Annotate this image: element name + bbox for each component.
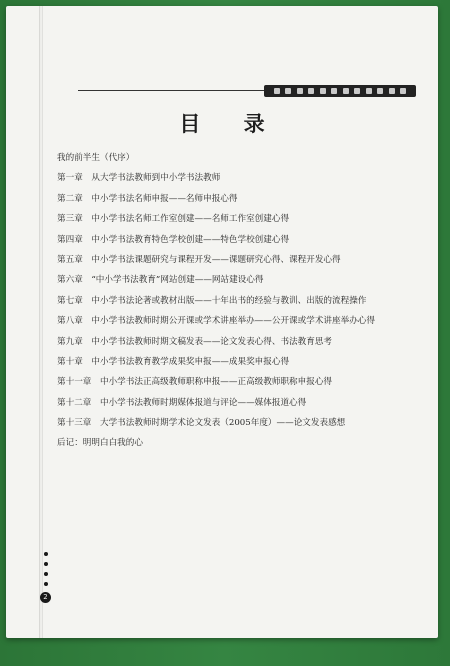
header-square-icon: [377, 88, 383, 94]
margin-dot-icon: [44, 582, 48, 586]
toc-entry: 第十一章 中小学书法正高级教师职称申报——正高级教师职称申报心得: [57, 377, 333, 388]
header-decoration-band: [264, 85, 416, 97]
table-of-contents: [57, 148, 437, 454]
margin-dots: [43, 552, 49, 592]
toc-entry: 第十三章 大学书法教师时期学术论文发表（2005年度）——论文发表感想: [57, 418, 346, 429]
header-square-icon: [343, 88, 349, 94]
header-square-icon: [274, 88, 280, 94]
header-square-icon: [331, 88, 337, 94]
margin-dot-icon: [44, 562, 48, 566]
toc-entry: 第四章 中小学书法教育特色学校创建——特色学校创建心得: [57, 234, 290, 245]
toc-entry: 第九章 中小学书法教师时期文稿发表——论文发表心得、书法教育思考: [57, 336, 333, 347]
toc-entry: 第八章 中小学书法教师时期公开课或学术讲座举办——公开课或学术讲座举办心得: [57, 316, 375, 327]
header-rule: [78, 90, 264, 91]
header-square-icon: [389, 88, 395, 94]
toc-entry: 后记：明明白白我的心: [57, 438, 143, 449]
toc-entry: 第七章 中小学书法论著或教材出版——十年出书的经验与教训、出版的流程操作: [57, 295, 367, 306]
header-square-icon: [320, 88, 326, 94]
header-square-icon: [354, 88, 360, 94]
book-page: [6, 6, 438, 638]
page-title: 目 录: [179, 111, 283, 136]
page-binding-fold: [39, 6, 43, 638]
toc-entry: 第一章 从大学书法教师到中小学书法教师: [57, 173, 221, 184]
toc-entry: 第五章 中小学书法课题研究与课程开发——课题研究心得、课程开发心得: [57, 254, 341, 265]
margin-dot-icon: [44, 552, 48, 556]
margin-dot-icon: [44, 572, 48, 576]
toc-entry: 第三章 中小学书法名师工作室创建——名师工作室创建心得: [57, 214, 290, 225]
header-square-icon: [400, 88, 406, 94]
toc-entry: 第十二章 中小学书法教师时期媒体报道与评论——媒体报道心得: [57, 397, 307, 408]
header-square-icon: [308, 88, 314, 94]
toc-entry: 第六章 “中小学书法教育”网站创建——网站建设心得: [57, 275, 264, 286]
toc-entry: 第二章 中小学书法名师申报——名师申报心得: [57, 193, 238, 204]
header-square-icon: [366, 88, 372, 94]
page-number: 2: [40, 592, 51, 603]
header-square-icon: [297, 88, 303, 94]
toc-entry: 第十章 中小学书法教育教学成果奖申报——成果奖申报心得: [57, 356, 290, 367]
toc-entry: 我的前半生（代序）: [57, 153, 135, 163]
header-square-icon: [285, 88, 291, 94]
